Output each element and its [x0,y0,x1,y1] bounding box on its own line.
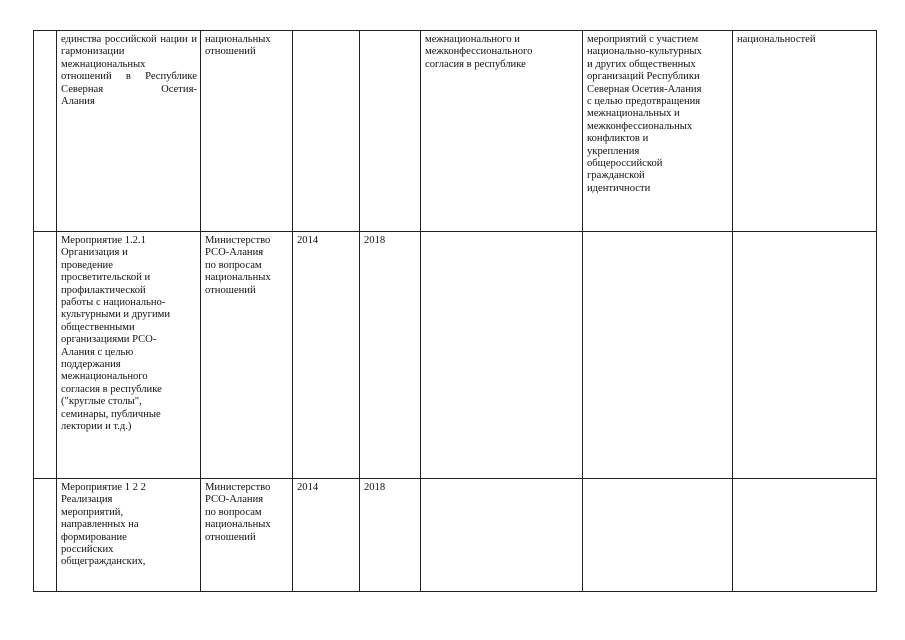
executor-cell: Министерство РСО-Алания по вопросам национальных отношений [201,232,293,479]
consequences-cell [583,232,733,479]
table-row [34,232,877,479]
linkage-cell [733,479,877,592]
row-number-cell [34,232,57,479]
end-year-cell: 2018 [360,479,421,592]
linkage-cell [733,232,877,479]
executor-cell: национальных отношений [201,31,293,232]
linkage-cell: национальностей [733,31,877,232]
row-number-cell [34,31,57,232]
consequences-cell: мероприятий с участием национально-культурных и других общественных организаций Республики Северная Осетия-Алания с целью предотвращения межнациональных и межконфессиональных конфликтов и укрепления общероссийской гражданской идентичности [583,31,733,232]
expected-result-cell: межнационального и межконфессионального согласия в республике [421,31,583,232]
program-table [33,30,877,592]
measure-text-end: Алания [61,96,95,108]
measure-text: единства российской нации и гармонизации межнациональных отношений в Республике Северная Осетия- [61,34,197,95]
row-number-cell [34,479,57,592]
expected-result-cell [421,232,583,479]
start-year-cell: 2014 [293,232,360,479]
end-year-cell: 2018 [360,232,421,479]
table-row [34,479,877,592]
end-year-cell [360,31,421,232]
measure-text-justified [61,34,197,96]
measure-cell [57,31,201,232]
expected-result-cell [421,479,583,592]
executor-cell: Министерство РСО-Алания по вопросам национальных отношений [201,479,293,592]
start-year-cell [293,31,360,232]
measure-cell: Мероприятие 1.2.1 Организация и проведение просветительской и профилактической работы с национально- культурными и другими общественными организациями РСО- Алания с целью поддержания межнационального согласия в республике ("круглые столы", семинары, публичные лектории и т.д.) [57,232,201,479]
measure-cell: Мероприятие 1 2 2 Реализация мероприятий, направленных на формирование российских общегражданских, [57,479,201,592]
consequences-cell [583,479,733,592]
table-row [34,31,877,232]
start-year-cell: 2014 [293,479,360,592]
